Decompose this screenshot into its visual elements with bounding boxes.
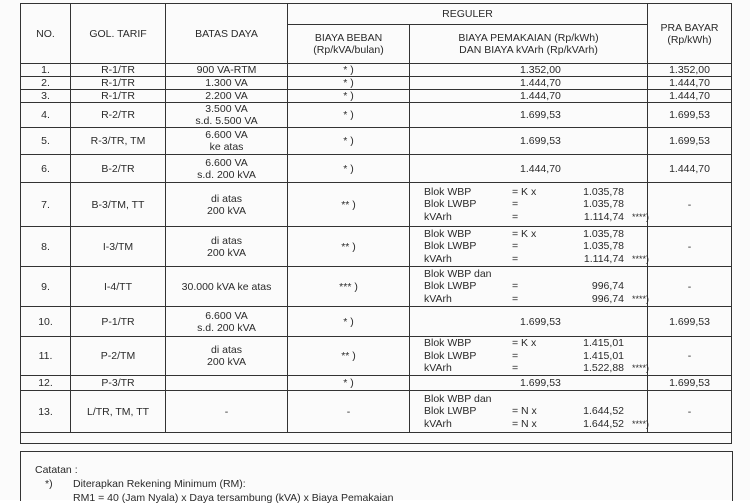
blok-footnote [624, 337, 649, 350]
batas-daya-line: 1.300 VA [205, 77, 248, 89]
cell-pra-bayar: - [648, 337, 732, 376]
blok-label: Blok LWBP [424, 280, 477, 293]
cell-batas-daya [166, 90, 288, 103]
cell-gol-tarif: B-2/TR [71, 155, 166, 183]
table-row [21, 337, 732, 376]
header-pra-bayar [648, 4, 732, 64]
cell-biaya-beban: * ) [288, 64, 410, 77]
cell-batas-daya [166, 128, 288, 155]
blok-footnote: ****) [632, 363, 650, 374]
cell-no: 7. [21, 183, 71, 227]
cell-batas-daya [166, 307, 288, 337]
blok-operator: = [512, 252, 519, 265]
blok-operator: = K x [512, 227, 537, 240]
blok-value: 1.415,01 [583, 337, 624, 350]
cell-gol-tarif: R-3/TR, TM [71, 128, 166, 155]
blok-value: 1.035,78 [583, 227, 624, 240]
pra-bayar-label: PRA BAYAR [660, 21, 719, 34]
cell-batas-daya [166, 183, 288, 227]
cell-gol-tarif: R-2/TR [71, 103, 166, 128]
blok-label: Blok WBP [424, 337, 472, 350]
cell-batas-daya [166, 77, 288, 90]
batas-daya-line: s.d. 200 kVA [197, 321, 256, 334]
biaya-kvarh-label: DAN BIAYA kVArh (Rp/kVArh) [459, 44, 598, 56]
blok-value: 1.644,52 [583, 417, 624, 430]
blok-footnote: ****) [632, 253, 650, 264]
blok-footnote [624, 228, 649, 241]
cell-batas-daya [166, 103, 288, 128]
cell-batas-daya [166, 155, 288, 183]
tariff-table [20, 3, 732, 444]
cell-biaya-pemakaian [410, 337, 648, 376]
cell-pra-bayar: 1.444,70 [648, 77, 732, 90]
blok-label: kVArh [424, 210, 452, 223]
table-row [21, 64, 732, 77]
blok-value: 996,74 [591, 292, 624, 305]
blok-label: Blok LWBP [424, 240, 477, 253]
cell-no: 2. [21, 77, 71, 90]
blok-operator: = K x [512, 185, 537, 198]
pra-bayar-unit: (Rp/kWh) [667, 33, 712, 46]
blok-label: kVArh [424, 362, 452, 375]
header-biaya-beban [288, 25, 410, 64]
cell-no: 6. [21, 155, 71, 183]
blok-operator: = [512, 349, 519, 362]
cell-gol-tarif: I-3/TM [71, 227, 166, 267]
cell-gol-tarif: L/TR, TM, TT [71, 391, 166, 433]
cell-pra-bayar: - [648, 267, 732, 307]
blok-footnote [624, 240, 649, 253]
cell-biaya-pemakaian: 1.699,53 [410, 376, 648, 391]
blok-label: Blok WBP dan [424, 392, 492, 405]
cell-biaya-pemakaian [410, 267, 648, 307]
blok-operator: = [512, 292, 519, 305]
cell-pra-bayar: 1.699,53 [648, 376, 732, 391]
blok-operator: = N x [512, 405, 537, 418]
cell-gol-tarif: B-3/TM, TT [71, 183, 166, 227]
batas-daya-line: s.d. 200 kVA [197, 168, 256, 181]
blok-footnote [624, 350, 649, 363]
cell-batas-daya [166, 227, 288, 267]
cell-biaya-beban: ** ) [288, 183, 410, 227]
cell-pra-bayar: - [648, 391, 732, 433]
cell-biaya-beban: *** ) [288, 267, 410, 307]
biaya-beban-unit: (Rp/kVA/bulan) [313, 44, 384, 56]
cell-pra-bayar: 1.444,70 [648, 90, 732, 103]
blok-footnote [624, 186, 649, 199]
cell-biaya-pemakaian: 1.352,00 [410, 64, 648, 77]
table-row [21, 376, 732, 391]
header-no: NO. [21, 4, 71, 64]
blok-value [552, 393, 624, 406]
blok-value: 1.114,74 [583, 252, 624, 265]
cell-gol-tarif: R-1/TR [71, 77, 166, 90]
batas-daya-line: 200 kVA [207, 204, 246, 217]
blok-operator: = [512, 210, 519, 223]
cell-pra-bayar: 1.699,53 [648, 307, 732, 337]
blok-footnote: ****) [632, 293, 650, 304]
cell-biaya-beban: * ) [288, 155, 410, 183]
table-row [21, 155, 732, 183]
cell-batas-daya [166, 64, 288, 77]
cell-biaya-beban: - [288, 391, 410, 433]
cell-biaya-beban: * ) [288, 90, 410, 103]
blok-operator: = [512, 362, 519, 375]
blok-value: 996,74 [591, 280, 624, 293]
cell-gol-tarif: R-1/TR [71, 90, 166, 103]
blok-operator: = N x [512, 417, 537, 430]
blok-footnote: ****) [632, 211, 650, 222]
blok-operator [512, 393, 552, 406]
blok-operator: = [512, 198, 519, 211]
cell-no: 11. [21, 337, 71, 376]
table-row [21, 90, 732, 103]
batas-daya-line: - [224, 405, 229, 418]
cell-biaya-pemakaian: 1.699,53 [410, 128, 648, 155]
table-row [21, 183, 732, 227]
blok-label: Blok LWBP [424, 198, 477, 211]
table-row [21, 227, 732, 267]
table-row [21, 103, 732, 128]
table-row [21, 267, 732, 307]
cell-biaya-beban: * ) [288, 77, 410, 90]
blok-label: kVArh [424, 292, 452, 305]
table-row [21, 128, 732, 155]
table-row [21, 77, 732, 90]
blok-value: 1.035,78 [583, 240, 624, 253]
header-gol-tarif: GOL. TARIF [71, 4, 166, 64]
blok-operator: = [512, 240, 519, 253]
cell-no: 10. [21, 307, 71, 337]
header-biaya-pemakaian [410, 25, 648, 64]
blok-footnote [624, 280, 649, 293]
batas-daya-line: 900 VA-RTM [196, 64, 257, 76]
cell-biaya-pemakaian: 1.444,70 [410, 77, 648, 90]
table-spacer [21, 433, 732, 444]
cell-biaya-beban: * ) [288, 128, 410, 155]
cell-biaya-pemakaian: 1.444,70 [410, 90, 648, 103]
blok-operator: = [512, 280, 519, 293]
blok-value: 1.114,74 [583, 210, 624, 223]
cell-biaya-beban: * ) [288, 376, 410, 391]
blok-label: Blok WBP [424, 227, 472, 240]
cell-batas-daya [166, 376, 288, 391]
table-row [21, 391, 732, 433]
cell-pra-bayar: - [648, 227, 732, 267]
cell-pra-bayar: 1.699,53 [648, 103, 732, 128]
batas-daya-line: di atas [211, 192, 242, 205]
note-line-2: RM1 = 40 (Jam Nyala) x Daya tersambung (kVA) x Biaya Pemakaian [73, 492, 394, 504]
blok-label: Blok WBP dan [424, 267, 492, 280]
cell-pra-bayar: 1.699,53 [648, 128, 732, 155]
batas-daya-line: 200 kVA [207, 356, 246, 368]
cell-gol-tarif: R-1/TR [71, 64, 166, 77]
cell-biaya-pemakaian: 1.699,53 [410, 307, 648, 337]
blok-label: kVArh [424, 252, 452, 265]
cell-no: 5. [21, 128, 71, 155]
cell-no: 9. [21, 267, 71, 307]
blok-value: 1.035,78 [583, 198, 624, 211]
cell-biaya-beban: ** ) [288, 337, 410, 376]
cell-batas-daya [166, 337, 288, 376]
header-reguler: REGULER [288, 4, 648, 25]
cell-pra-bayar: 1.352,00 [648, 64, 732, 77]
cell-biaya-pemakaian: 1.699,53 [410, 103, 648, 128]
blok-label: kVArh [424, 417, 452, 430]
cell-biaya-beban: * ) [288, 103, 410, 128]
blok-value: 1.522,88 [583, 362, 624, 375]
batas-daya-line: 6.600 VA [205, 156, 248, 169]
cell-biaya-beban: * ) [288, 307, 410, 337]
cell-pra-bayar: - [648, 183, 732, 227]
cell-gol-tarif: P-1/TR [71, 307, 166, 337]
blok-label: Blok WBP [424, 185, 472, 198]
blok-footnote: ****) [632, 418, 650, 429]
header-batas-daya: BATAS DAYA [166, 4, 288, 64]
batas-daya-line: 6.600 VA [205, 129, 248, 141]
blok-value: 1.415,01 [583, 349, 624, 362]
cell-biaya-pemakaian [410, 183, 648, 227]
cell-no: 13. [21, 391, 71, 433]
batas-daya-line: 6.600 VA [205, 309, 248, 322]
batas-daya-line: 30.000 kVA ke atas [181, 280, 272, 293]
batas-daya-line: di atas [211, 344, 242, 356]
cell-biaya-pemakaian: 1.444,70 [410, 155, 648, 183]
batas-daya-line: ke atas [209, 141, 244, 153]
cell-no: 4. [21, 103, 71, 128]
batas-daya-line: 200 kVA [207, 246, 246, 259]
note-line-1: Diterapkan Rekening Minimum (RM): [73, 478, 246, 490]
blok-label: Blok LWBP [424, 405, 477, 418]
blok-operator [512, 268, 552, 281]
blok-value: 1.644,52 [583, 405, 624, 418]
batas-daya-line: 2.200 VA [205, 90, 248, 102]
cell-no: 1. [21, 64, 71, 77]
cell-gol-tarif: P-2/TM [71, 337, 166, 376]
batas-daya-line: di atas [211, 234, 242, 247]
blok-footnote [624, 268, 649, 281]
blok-value: 1.035,78 [583, 185, 624, 198]
cell-biaya-pemakaian [410, 227, 648, 267]
cell-batas-daya [166, 391, 288, 433]
batas-daya-line: 3.500 VA [205, 103, 248, 115]
cell-gol-tarif: I-4/TT [71, 267, 166, 307]
cell-batas-daya [166, 267, 288, 307]
notes-title: Catatan : [35, 464, 78, 476]
biaya-beban-label: BIAYA BEBAN [314, 32, 383, 44]
cell-no: 12. [21, 376, 71, 391]
blok-operator: = K x [512, 337, 537, 350]
note-marker: *) [45, 478, 53, 490]
table-row [21, 307, 732, 337]
cell-pra-bayar: 1.444,70 [648, 155, 732, 183]
cell-biaya-pemakaian [410, 391, 648, 433]
notes-section [20, 451, 733, 504]
cell-gol-tarif: P-3/TR [71, 376, 166, 391]
blok-value [552, 268, 624, 281]
biaya-pemakaian-label: BIAYA PEMAKAIAN (Rp/kWh) [458, 32, 599, 44]
batas-daya-line: s.d. 5.500 VA [195, 115, 258, 127]
cell-no: 8. [21, 227, 71, 267]
blok-footnote [624, 198, 649, 211]
blok-footnote [624, 393, 649, 406]
blok-footnote [624, 405, 649, 418]
cell-no: 3. [21, 90, 71, 103]
cell-biaya-beban: ** ) [288, 227, 410, 267]
blok-label: Blok LWBP [424, 349, 477, 362]
